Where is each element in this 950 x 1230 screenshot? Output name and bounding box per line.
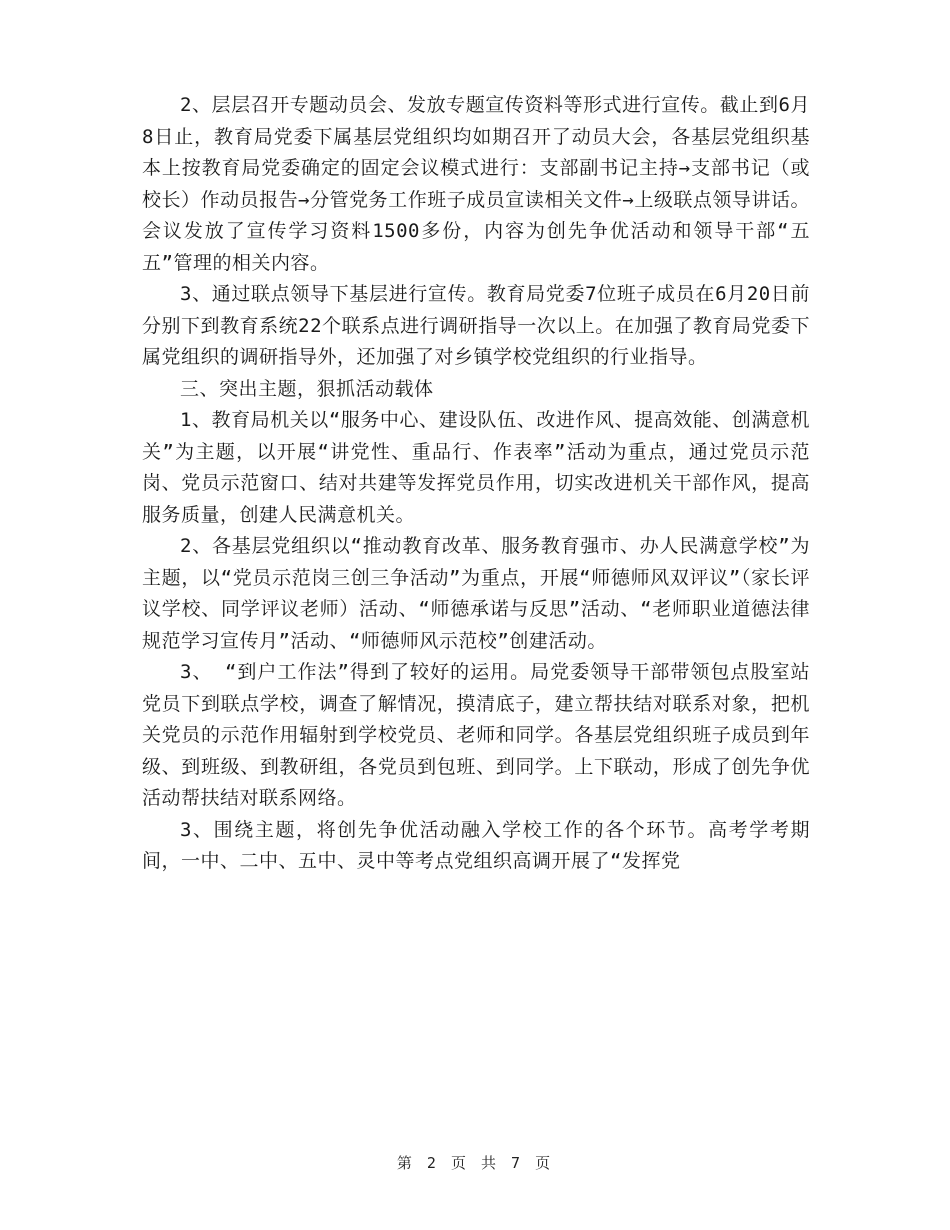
section-heading-three: 三、突出主题，狠抓活动载体 xyxy=(180,377,434,400)
paragraph-grassroots-orgs: 2、各基层党组织以“推动教育改革、服务教育强市、办人民满意学校”为主题，以“党员示范岗三创三争活动”为重点，开展“师德师风双评议”（家长评议学校、同学评议老师）活动、“师德承诺与反思”活动、“老师职业道德法律规范学习宣传月”活动、“师德师风示范校”创建活动。 xyxy=(142,535,810,652)
paragraph-household-method: 3、 “到户工作法”得到了较好的运用。局党委领导干部带领包点股室站党员下到联点学校，调查了解情况，摸清底子，建立帮扶结对联系对象，把机关党员的示范作用辐射到学校党员、老师和同学。各基层党组织班子成员到年级、到班级、到教研组，各党员到包班、到同学。上下联动，形成了创先争优活动帮扶结对联系网络。 xyxy=(142,661,810,809)
document-body xyxy=(142,90,810,878)
paragraph-school-work: 3、围绕主题，将创先争优活动融入学校工作的各个环节。高考学考期间，一中、二中、五中、灵中等考点党组织高调开展了“发挥党 xyxy=(142,818,810,872)
paragraph-bureau-organs: 1、教育局机关以“服务中心、建设队伍、改进作风、提高效能、创满意机关”为主题，以开展“讲党性、重品行、作表率”活动为重点，通过党员示范岗、党员示范窗口、结对共建等发挥党员作用，切实改进机关干部作风，提高服务质量，创建人民满意机关。 xyxy=(142,409,810,526)
page-footer: 第 2 页 共 7 页 xyxy=(396,1154,554,1172)
paragraph-liaison-leaders: 3、通过联点领导下基层进行宣传。教育局党委7位班子成员在6月20日前分别下到教育系统22个联系点进行调研指导一次以上。在加强了教育局党委下属党组织的调研指导外，还加强了对乡镇学校党组织的行业指导。 xyxy=(142,283,810,368)
paragraph-publicity-meetings: 2、层层召开专题动员会、发放专题宣传资料等形式进行宣传。截止到6月8日止，教育局党委下属基层党组织均如期召开了动员大会，各基层党组织基本上按教育局党委确定的固定会议模式进行：支部副书记主持→支部书记（或校长）作动员报告→分管党务工作班子成员宣读相关文件→上级联点领导讲话。会议发放了宣传学习资料1500多份，内容为创先争优活动和领导干部“五五”管理的相关内容。 xyxy=(142,94,810,274)
